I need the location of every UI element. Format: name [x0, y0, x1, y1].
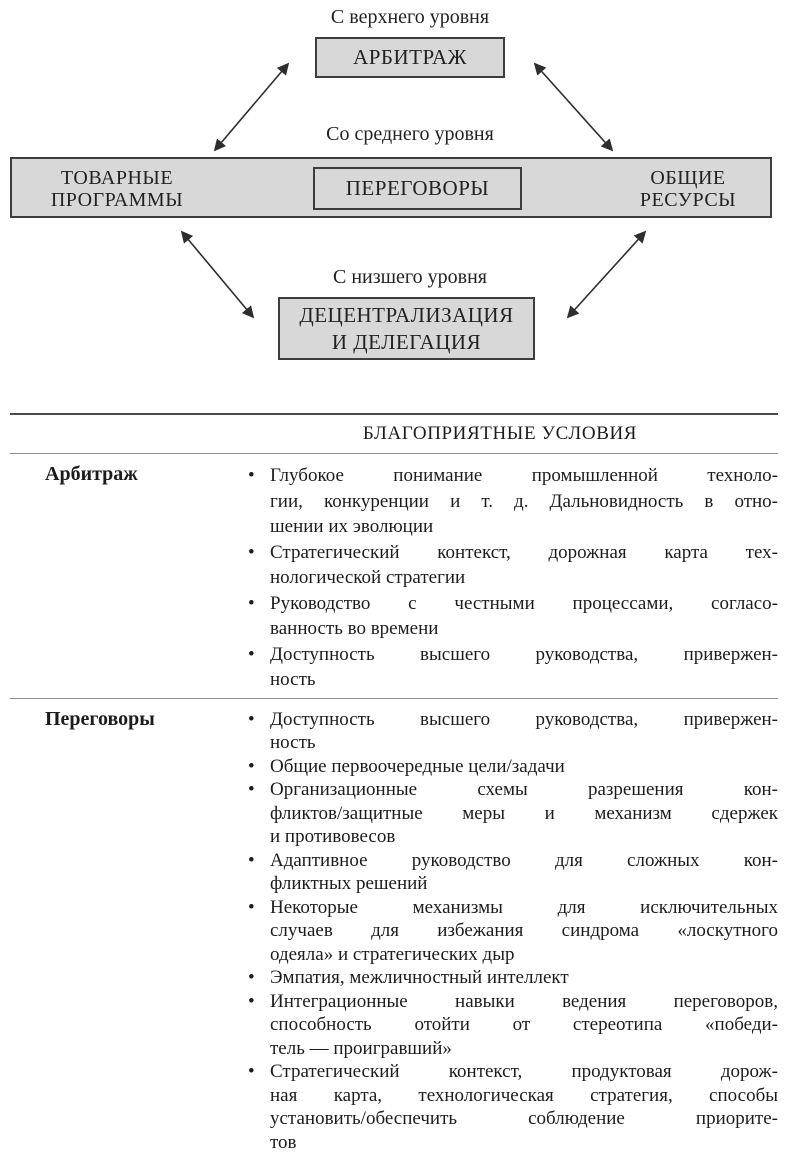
- bullet-text: [270, 642, 778, 693]
- bullet-line: Руководство с честными процессами, согласо-: [270, 591, 778, 617]
- bullet-line: Общие первоочередные цели/задачи: [270, 755, 778, 779]
- bullet-line: фликтов/защитные меры и механизм сдержек: [270, 802, 778, 826]
- bullet-line: способность отойти от стереотипа «победи-: [270, 1013, 778, 1037]
- bullet-item: [248, 896, 778, 967]
- top-level-label: С верхнего уровня: [215, 6, 605, 29]
- product-programs-line1: ТОВАРНЫЕ: [28, 167, 206, 189]
- table-row: [10, 698, 778, 1159]
- bullet-line: ная карта, технологическая стратегия, способы: [270, 1084, 778, 1108]
- bullet-line: и противовесов: [270, 825, 778, 849]
- bullet-item: [248, 463, 778, 540]
- bullet-icon: •: [248, 708, 270, 755]
- row-label: Переговоры: [10, 699, 248, 1159]
- shared-resources-line1: ОБЩИЕ: [612, 167, 764, 189]
- bullet-item: [248, 755, 778, 779]
- arbitration-box: АРБИТРАЖ: [315, 37, 505, 78]
- coordination-diagram: [0, 0, 790, 406]
- bullet-text: [270, 755, 778, 779]
- bullet-item: [248, 778, 778, 849]
- bullet-item: [248, 849, 778, 896]
- bullet-line: тов: [270, 1131, 778, 1155]
- row-bullet-list: [248, 454, 778, 698]
- table-body: [10, 454, 778, 1159]
- bullet-item: [248, 966, 778, 990]
- shared-resources-label: [612, 167, 764, 211]
- bullet-icon: •: [248, 642, 270, 693]
- bullet-text: [270, 591, 778, 642]
- bullet-text: [270, 540, 778, 591]
- table-header: БЛАГОПРИЯТНЫЕ УСЛОВИЯ: [10, 413, 778, 454]
- bullet-line: ванность во времени: [270, 616, 778, 642]
- bullet-item: [248, 642, 778, 693]
- bullet-icon: •: [248, 1060, 270, 1154]
- row-label: Арбитраж: [10, 454, 248, 698]
- bullet-text: [270, 896, 778, 967]
- bullet-line: нологической стратегии: [270, 565, 778, 591]
- bullet-line: ность: [270, 731, 778, 755]
- bullet-line: фликтных решений: [270, 872, 778, 896]
- product-programs-label: [28, 167, 206, 211]
- bullet-line: Доступность высшего руководства, привержен-: [270, 642, 778, 668]
- favorable-conditions-table: [10, 413, 778, 1159]
- bullet-line: тель — проигравший»: [270, 1037, 778, 1061]
- bullet-text: [270, 966, 778, 990]
- bullet-icon: •: [248, 849, 270, 896]
- bullet-line: Доступность высшего руководства, привержен-: [270, 708, 778, 732]
- bullet-icon: •: [248, 591, 270, 642]
- bullet-item: [248, 990, 778, 1061]
- bullet-icon: •: [248, 755, 270, 779]
- bullet-line: Организационные схемы разрешения кон-: [270, 778, 778, 802]
- bullet-icon: •: [248, 463, 270, 540]
- shared-resources-line2: РЕСУРСЫ: [612, 189, 764, 211]
- bullet-item: [248, 591, 778, 642]
- bullet-line: Эмпатия, межличностный интеллект: [270, 966, 778, 990]
- bullet-line: Стратегический контекст, продуктовая дорож-: [270, 1060, 778, 1084]
- bullet-line: установить/обеспечить соблюдение приорите-: [270, 1107, 778, 1131]
- negotiations-box: ПЕРЕГОВОРЫ: [313, 167, 522, 210]
- bullet-line: Стратегический контекст, дорожная карта тех-: [270, 540, 778, 566]
- middle-level-label: Со среднего уровня: [215, 123, 605, 146]
- bullet-item: [248, 1060, 778, 1154]
- bullet-text: [270, 463, 778, 540]
- bullet-line: случаев для избежания синдрома «лоскутного: [270, 919, 778, 943]
- bullet-line: одеяла» и стратегических дыр: [270, 943, 778, 967]
- product-programs-line2: ПРОГРАММЫ: [28, 189, 206, 211]
- row-bullet-list: [248, 699, 778, 1159]
- bullet-text: [270, 778, 778, 849]
- table-row: [10, 454, 778, 698]
- bullet-text: [270, 1060, 778, 1154]
- bullet-line: Интеграционные навыки ведения переговоров,: [270, 990, 778, 1014]
- bullet-icon: •: [248, 896, 270, 967]
- bullet-line: гии, конкуренции и т. д. Дальновидность в отно-: [270, 489, 778, 515]
- bullet-icon: •: [248, 778, 270, 849]
- decentralization-line2: И ДЕЛЕГАЦИЯ: [280, 329, 533, 356]
- bullet-text: [270, 708, 778, 755]
- bullet-line: ность: [270, 667, 778, 693]
- bullet-icon: •: [248, 540, 270, 591]
- decentralization-line1: ДЕЦЕНТРАЛИЗАЦИЯ: [280, 302, 533, 329]
- bullet-item: [248, 708, 778, 755]
- bullet-icon: •: [248, 990, 270, 1061]
- lower-level-label: С низшего уровня: [215, 266, 605, 289]
- bullet-text: [270, 849, 778, 896]
- bullet-item: [248, 540, 778, 591]
- decentralization-box: [278, 297, 535, 360]
- bullet-text: [270, 990, 778, 1061]
- bullet-line: шении их эволюции: [270, 514, 778, 540]
- bullet-line: Адаптивное руководство для сложных кон-: [270, 849, 778, 873]
- bullet-icon: •: [248, 966, 270, 990]
- bullet-line: Глубокое понимание промышленной техноло-: [270, 463, 778, 489]
- bullet-line: Некоторые механизмы для исключительных: [270, 896, 778, 920]
